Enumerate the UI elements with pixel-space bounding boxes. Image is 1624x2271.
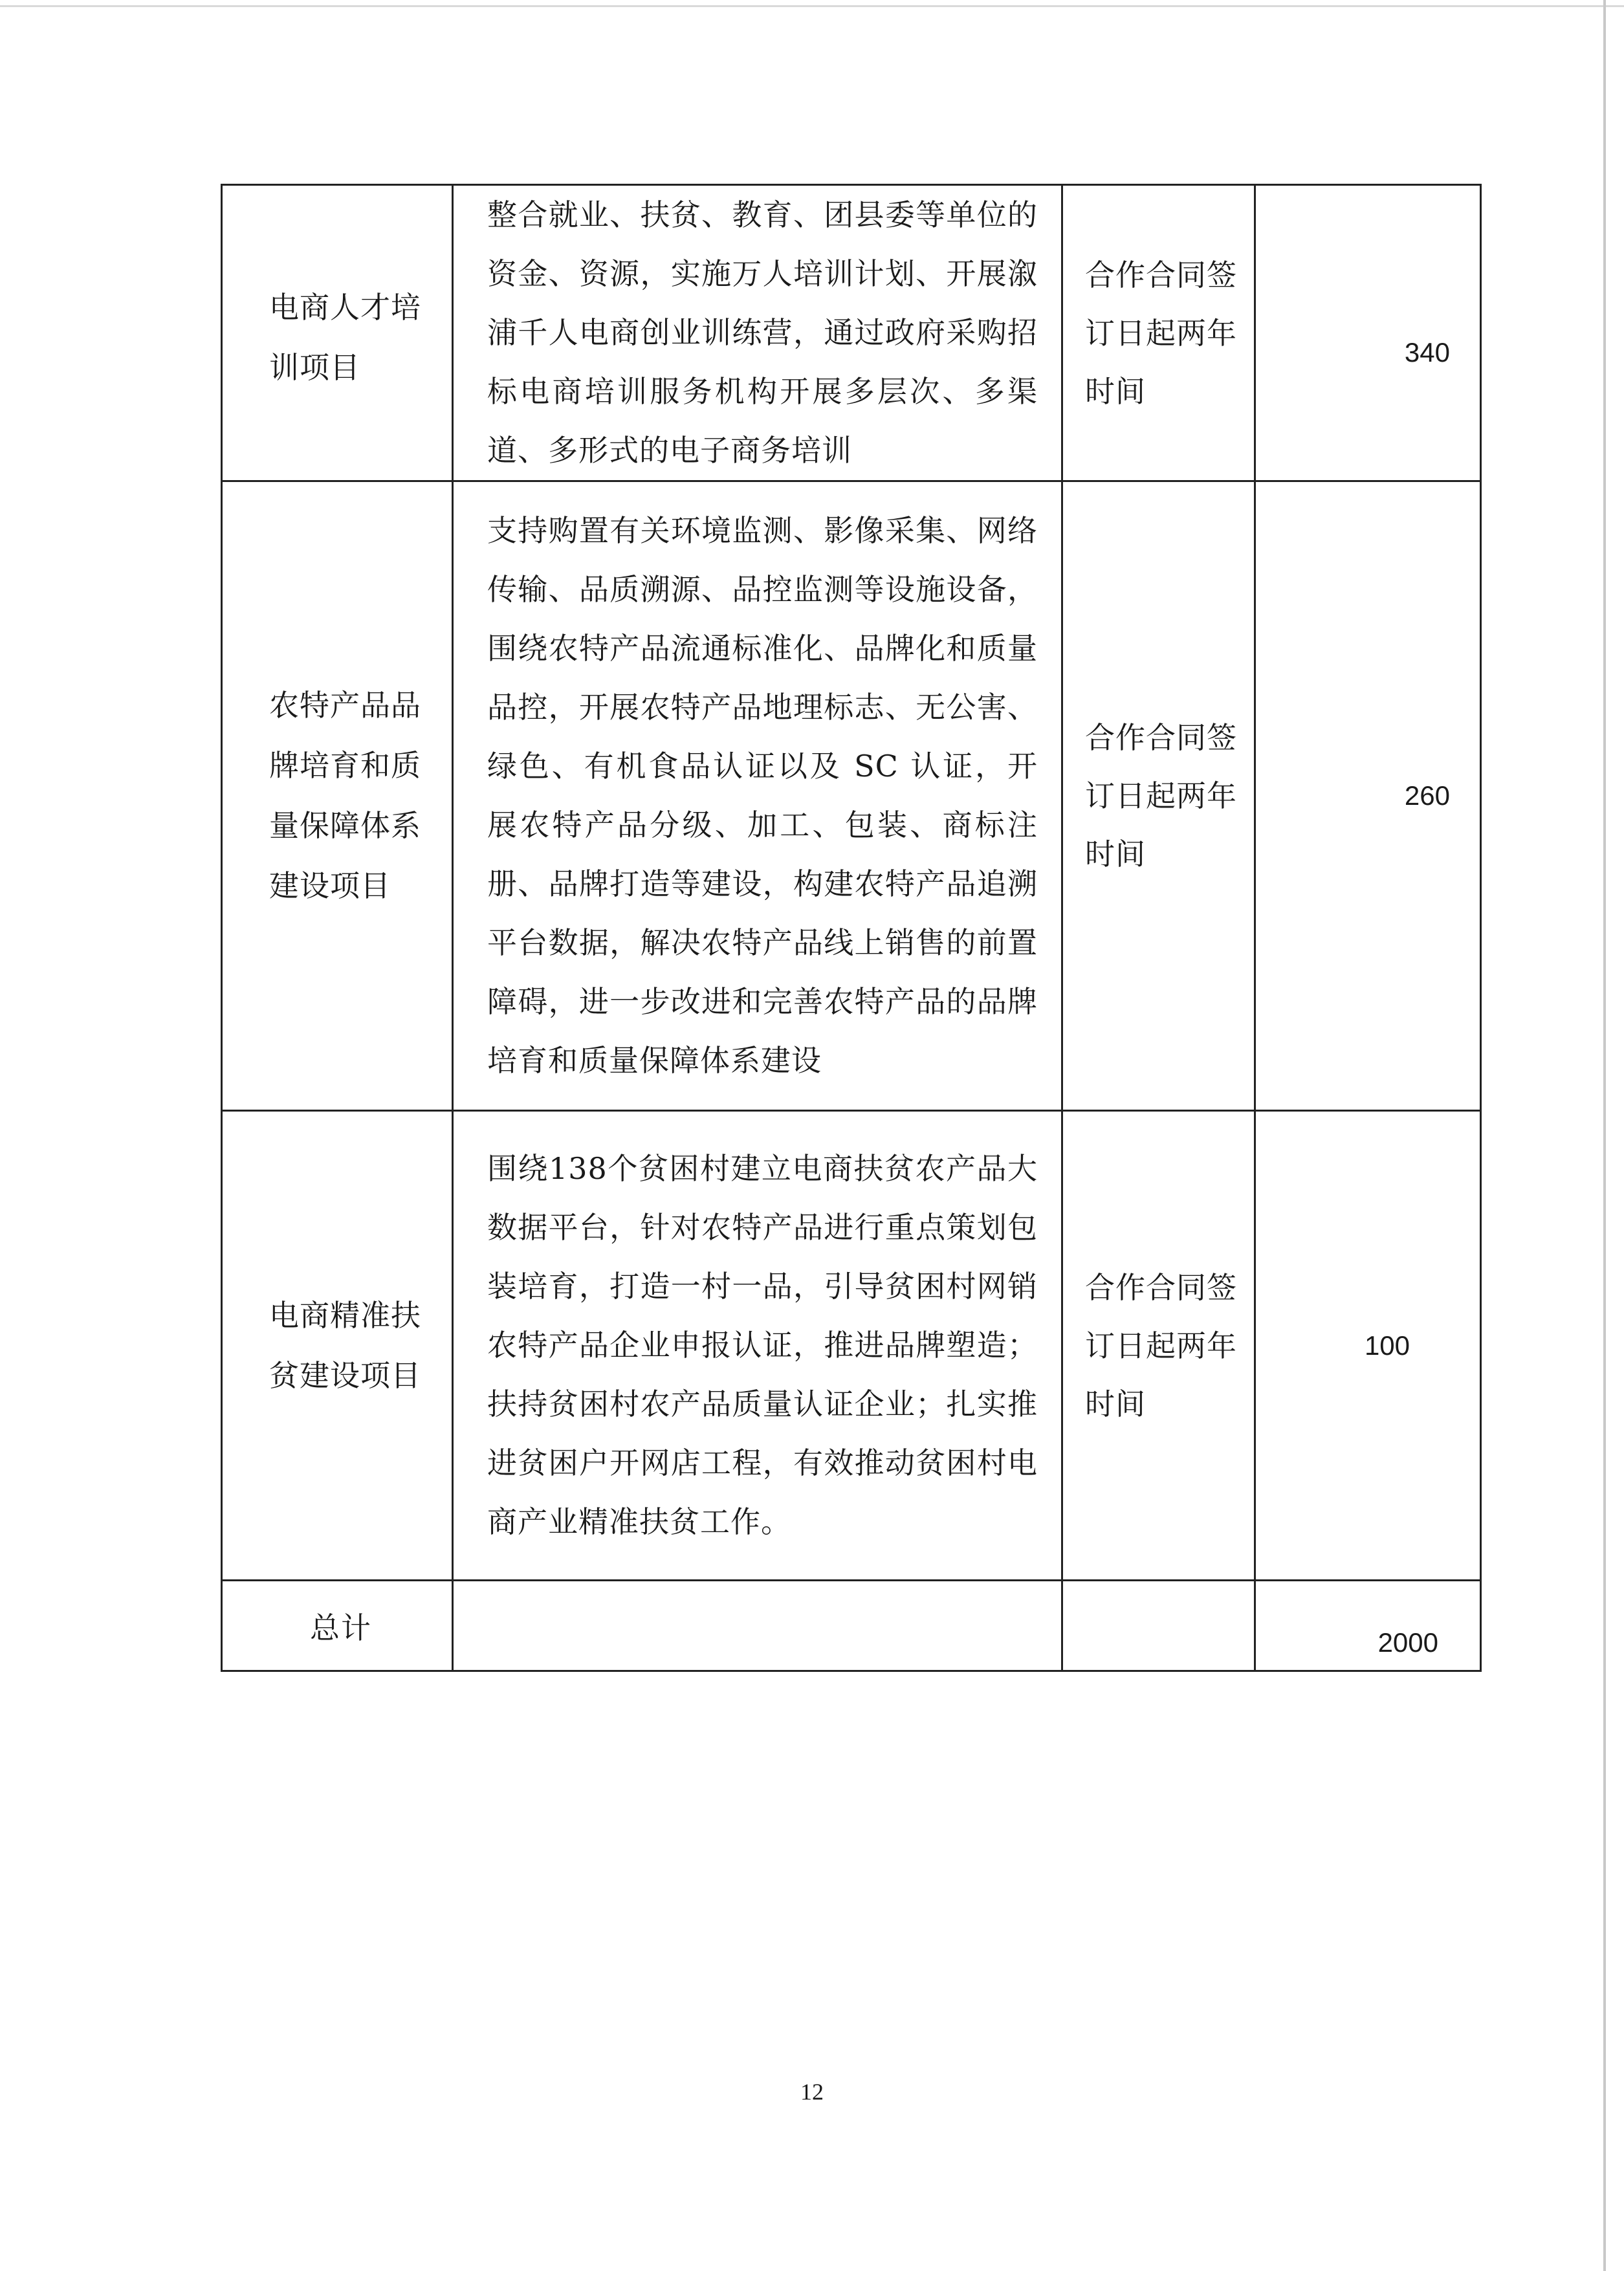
total-period-empty [1062,1581,1255,1671]
total-row [222,1581,1481,1671]
project-name-cell: 农特产品品牌培育和质量保障体系建设项目 [222,481,453,1111]
scan-right-edge [1603,0,1606,2271]
project-name-cell: 电商人才培训项目 [222,185,453,481]
total-amount: 2000 [1255,1581,1481,1671]
total-content-empty [453,1581,1062,1671]
table-row [222,481,1481,1111]
table-row [222,185,1481,481]
project-name-cell: 电商精准扶贫建设项目 [222,1111,453,1581]
project-content-cell: 围绕138个贫困村建立电商扶贫农产品大数据平台，针对农特产品进行重点策划包装培育，打造一村一品，引导贫困村网销农特产品企业申报认证，推进品牌塑造；扶持贫困村农产品质量认证企业；扎实推进贫困户开网店工程，有效推动贫困村电商产业精准扶贫工作。 [453,1111,1062,1581]
scan-top-edge [0,5,1624,7]
project-period-cell: 合作合同签订日起两年时间 [1062,185,1255,481]
project-period-cell: 合作合同签订日起两年时间 [1062,1111,1255,1581]
project-amount-cell: 260 [1255,481,1481,1111]
project-period-cell: 合作合同签订日起两年时间 [1062,481,1255,1111]
project-amount-cell: 340 [1255,185,1481,481]
project-budget-table [221,184,1482,1672]
page-number: 12 [800,2079,824,2105]
project-content-cell: 整合就业、扶贫、教育、团县委等单位的资金、资源，实施万人培训计划、开展溆浦千人电商创业训练营，通过政府采购招标电商培训服务机构开展多层次、多渠道、多形式的电子商务培训 [453,185,1062,481]
table-row [222,1111,1481,1581]
total-label: 总计 [222,1581,453,1671]
project-amount-cell: 100 [1255,1111,1481,1581]
project-content-cell: 支持购置有关环境监测、影像采集、网络传输、品质溯源、品控监测等设施设备，围绕农特产品流通标准化、品牌化和质量品控，开展农特产品地理标志、无公害、绿色、有机食品认证以及 SC 认证，开展农特产品分级、加工、包装、商标注册、品牌打造等建设，构建农特产品追溯平台数据，解决农特产品线上销售的前置障碍，进一步改进和完善农特产品的品牌培育和质量保障体系建设 [453,481,1062,1111]
